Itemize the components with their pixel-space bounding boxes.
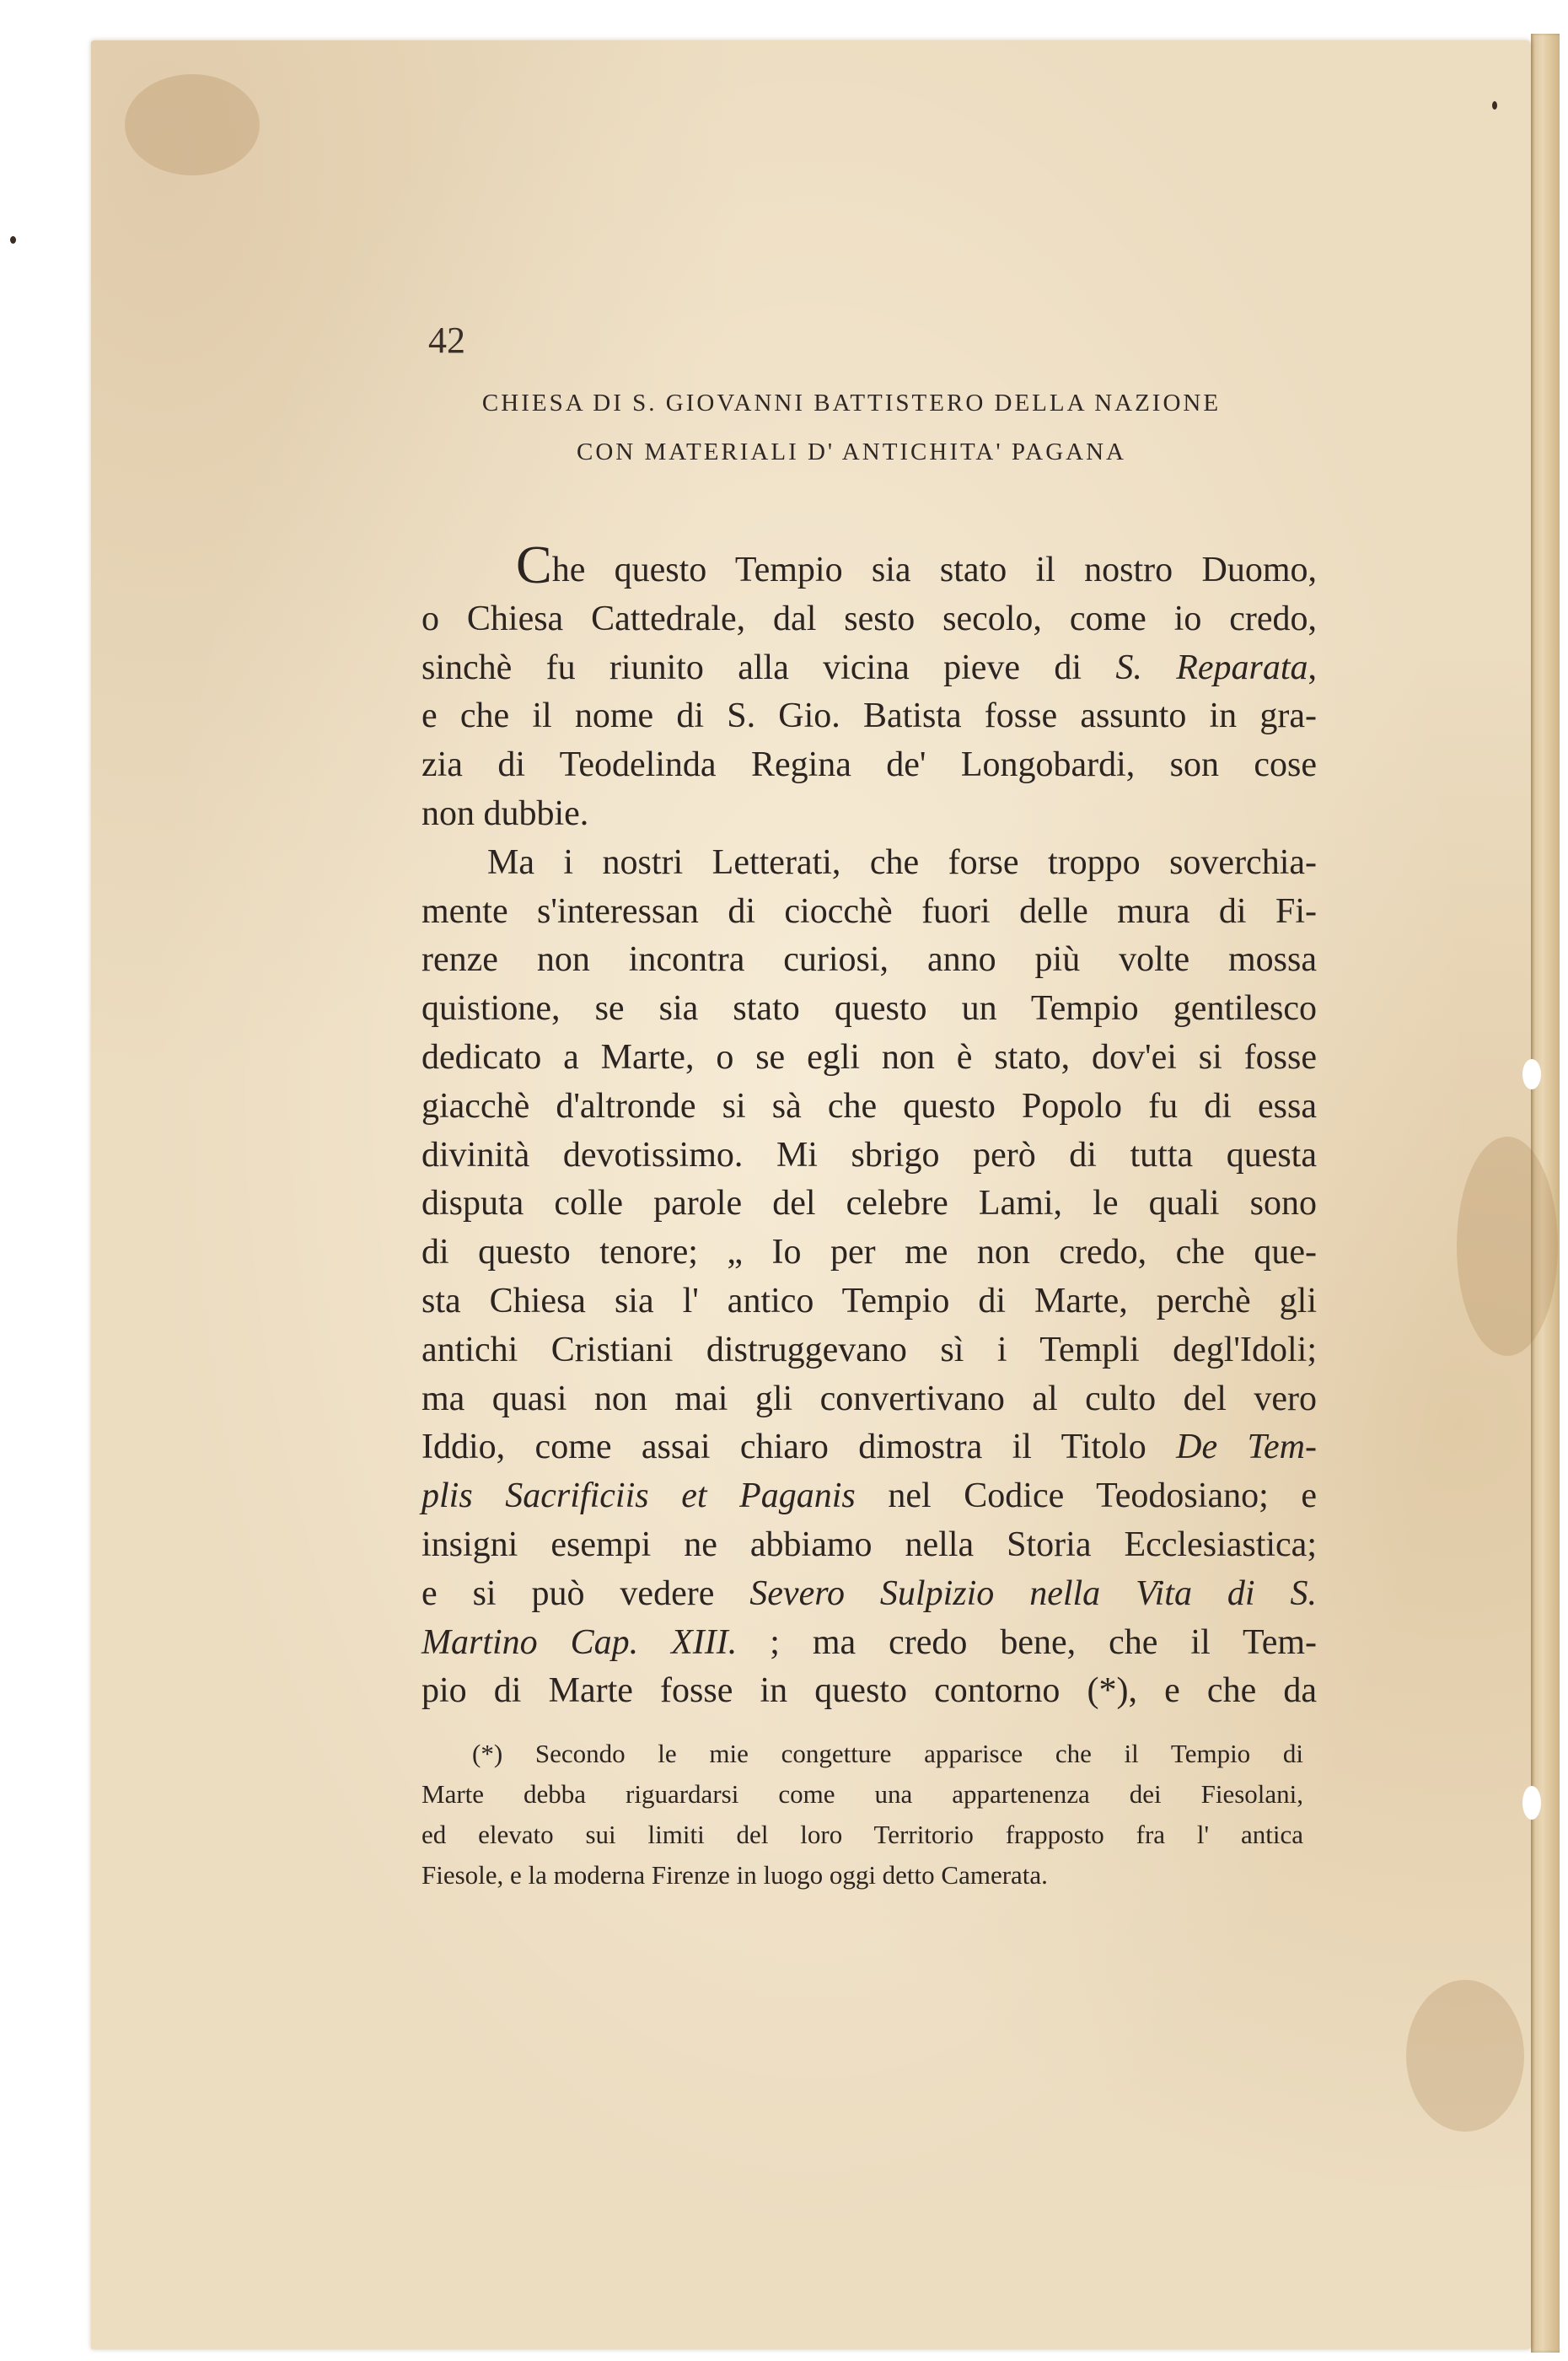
text-span: ; ma credo bene, che il Tem-	[737, 1622, 1317, 1662]
chapter-heading-line-1: CHIESA DI S. GIOVANNI BATTISTERO DELLA NAZIONE	[481, 390, 1222, 417]
text-line: disputa colle parole del celebre Lami, le quali sono	[422, 1184, 1317, 1224]
text-span: Iddio, come assai chiaro dimostra il Titolo	[422, 1428, 1177, 1467]
ink-speck	[1492, 101, 1497, 110]
text-line: quistione, se sia stato questo un Tempio gentilesco	[422, 989, 1317, 1029]
chapter-heading-line-2: CON MATERIALI D' ANTICHITA' PAGANA	[577, 438, 1126, 465]
italic-span: Martino Cap. XIII.	[422, 1622, 738, 1662]
body-text	[422, 535, 1318, 1716]
italic-span: S. Reparata	[1115, 648, 1308, 687]
text-span: ,	[1308, 648, 1318, 687]
footnote-line: Marte debba riguardarsi come una appartenenza dei Fiesolani,	[422, 1779, 1303, 1809]
foxing-stain	[1457, 1137, 1558, 1356]
text-span: nel Codice Teodosiano; e	[855, 1476, 1317, 1516]
text-span: he questo Tempio sia stato il nostro Duomo,	[551, 551, 1317, 589]
text-line	[422, 1423, 1317, 1472]
text-line: divinità devotissimo. Mi sbrigo però di tutta questa	[422, 1135, 1317, 1175]
text-line: insigni esempi ne abbiamo nella Storia Ecclesiastica;	[422, 1525, 1317, 1564]
text-line: dedicato a Marte, o se egli non è stato, dov'ei si fosse	[422, 1037, 1317, 1077]
footnote-line: ed elevato sui limiti del loro Territorio frapposto fra l' antica	[422, 1820, 1303, 1849]
text-line	[422, 1619, 1317, 1668]
italic-span: Severo Sulpizio nella Vita di S.	[749, 1573, 1317, 1613]
binding-hole	[1522, 1786, 1541, 1820]
text-line: giacchè d'altronde si sà che questo Popolo fu di essa	[422, 1086, 1317, 1126]
text-line: non dubbie.	[422, 793, 589, 833]
text-line	[422, 1570, 1317, 1619]
ink-speck	[10, 236, 16, 244]
paragraph-2	[422, 839, 1317, 1716]
page-number: 42	[428, 320, 465, 361]
text-span: Ma i nostri Letterati, che forse troppo soverchia-	[487, 842, 1317, 882]
text-line	[422, 535, 1317, 595]
text-line: di questo tenore; „ Io per me non credo, che que-	[422, 1233, 1317, 1272]
drop-cap: C	[516, 535, 552, 594]
text-span: sinchè fu riunito alla vicina pieve di	[422, 648, 1116, 687]
footnote-line: (*) Secondo le mie congetture apparisce che il Tempio di	[472, 1739, 1303, 1768]
text-line: renze non incontra curiosi, anno più volte mossa	[422, 940, 1317, 980]
text-line: sta Chiesa sia l' antico Tempio di Marte, perchè gli	[422, 1281, 1317, 1320]
text-line: ma quasi non mai gli convertivano al culto del vero	[422, 1379, 1317, 1418]
text-line: zia di Teodelinda Regina de' Longobardi, son cose	[422, 745, 1317, 785]
paragraph-1	[422, 535, 1318, 839]
italic-span: plis Sacrificiis et Paganis	[422, 1476, 856, 1516]
text-line: pio di Marte fosse in questo contorno (*), e che da	[422, 1671, 1317, 1711]
text-line: e che il nome di S. Gio. Batista fosse assunto in gra-	[422, 696, 1317, 736]
text-line	[422, 839, 1317, 888]
foxing-stain	[125, 74, 260, 175]
text-line	[422, 644, 1317, 693]
text-line: antichi Cristiani distruggevano sì i Templi degl'Idoli;	[422, 1330, 1317, 1369]
text-span: e si può vedere	[422, 1573, 750, 1613]
text-line: o Chiesa Cattedrale, dal sesto secolo, come io credo,	[422, 599, 1317, 638]
footnote-line: Fiesole, e la moderna Firenze in luogo oggi detto Camerata.	[422, 1860, 1048, 1890]
footnote	[422, 1734, 1303, 1896]
text-line	[422, 1472, 1317, 1521]
text-line: mente s'interessan di ciocchè fuori delle mura di Fi-	[422, 891, 1317, 931]
italic-span: De Tem-	[1176, 1428, 1317, 1467]
foxing-stain	[1406, 1980, 1524, 2132]
binding-hole	[1522, 1059, 1541, 1089]
